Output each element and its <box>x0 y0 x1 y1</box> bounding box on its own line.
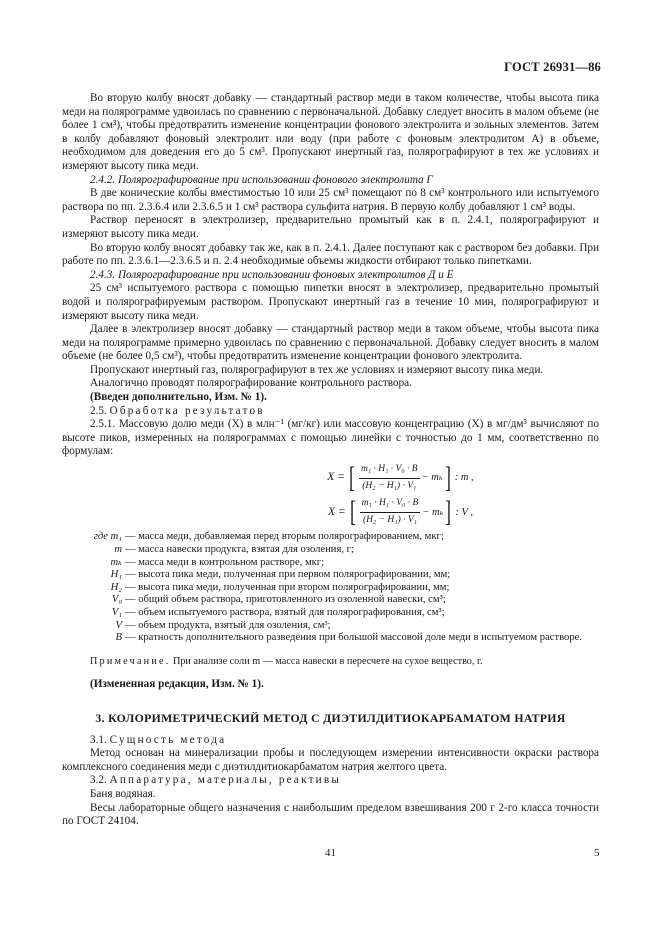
definition-row <box>62 607 599 620</box>
page-number: 41 <box>325 847 336 859</box>
right-bracket: ] <box>444 461 451 495</box>
definition-text: — масса меди, добавляемая перед вторым полярографированием, мкг; <box>125 531 444 543</box>
definition-symbol: V₀ <box>111 594 122 606</box>
definition-symbol: mₖ <box>110 556 122 568</box>
variable-definitions <box>62 531 599 644</box>
numerator: m₁ · H₁ · V₀ · B <box>360 497 421 513</box>
formula-mass-fraction <box>62 463 599 493</box>
formula-tail: : m , <box>454 472 474 484</box>
formula-lhs: X = <box>327 505 346 518</box>
definition-row <box>62 544 599 557</box>
heading-title: Обработка результатов <box>109 404 265 417</box>
definition-symbol: H₁ <box>110 569 122 581</box>
heading-number: 2.5. <box>90 404 107 417</box>
paragraph: Далее в электролизер вносят добавку — стандартный раствор меди в таком объеме, чтобы высота пика меди на полярограмме примерно удвоилась по сравнению с первоначальной. Добавку следует вносить в малом объеме (не более 0,5 см³), чтобы предотвратить изменение концентрации фонового электролита. <box>62 323 599 363</box>
paragraph: Во вторую колбу вносят добавку — стандартный раствор меди в таком количестве, чтобы высота пика меди на полярограмме удвоилась по сравнению с первоначальной. Добавку следует вносить в малом объеме (не более 1 см³), чтобы предотвратить изменение концентрации фонового электролита и зольных элементов. Затем в колбу добавляют фоновый электролит или воду (при работе с фоновым электролитом А) в объеме, необходимом для доведения его до 5 см³. Пропускают инертный газ, полярографируют в тех же условиях и измеряют высоту пика меди. <box>62 92 599 172</box>
paragraph: В две конические колбы вместимостью 10 или 25 см³ помещают по 8 см³ контрольного или испытуемого раствора по пп. 2.3.6.4 или 2.3.6.5 и 1 см³ раствора сульфита натрия. В первую колбу добавляют 1 см³ воды. <box>62 187 599 213</box>
paragraph: 25 см³ испытуемого раствора с помощью пипетки вносят в электролизер, предварительно промытый водой и полярографируемым раствором. Пропускают инертный газ в течение 10 мин, полярографируют и измеряют высоту пика меди. <box>62 282 599 322</box>
heading-number: 3.1. <box>90 733 107 746</box>
definition-row <box>62 594 599 607</box>
formula-mass-concentration <box>62 497 599 527</box>
note-text: При анализе соли m — масса навески в пересчете на сухое вещество, г. <box>172 655 483 667</box>
denominator: (H₂ − H₁) · V₁ <box>362 514 417 525</box>
denominator: (H₂ − H₁) · V₁ <box>362 480 417 491</box>
definition-text: — масса навески продукта, взятая для озоления, г; <box>125 544 354 555</box>
paragraph: Во вторую колбу вносят добавку так же, как в п. 2.4.1. Далее поступают как с раствором без добавки. При работе по пп. 2.3.6.1—2.3.6.5 и п. 2.4 необходимые объемы жидкости отбирают только пипетками. <box>62 241 599 268</box>
definition-symbol: H₂ <box>110 581 122 593</box>
definition-text: — объем испытуемого раствора, взятый для полярографирования, см³; <box>125 606 445 618</box>
subsection-heading-3-2 <box>62 774 599 788</box>
subsection-heading-2-4-2: 2.4.2. Полярографирование при использовании фонового электролита Г <box>90 173 433 186</box>
note <box>62 655 599 669</box>
subsection-heading-2-4-3: 2.4.3. Полярографирование при использовании фоновых электролитов Д и Е <box>90 268 454 281</box>
definition-text: — общий объем раствора, приготовленного из озоленной навески, см³; <box>125 594 446 606</box>
definition-symbol: B <box>115 632 122 644</box>
heading-title: Сущность метода <box>109 733 227 746</box>
definition-text: — высота пика меди, полученная при втором полярографировании, мм; <box>125 581 450 593</box>
definition-text: — объем продукта, взятый для озоления, см³; <box>125 619 331 631</box>
paragraph: Баня водяная. <box>90 787 156 800</box>
definition-row <box>62 531 599 544</box>
fraction <box>359 463 420 493</box>
subtract-term: − mₖ <box>422 506 444 518</box>
definition-text: — масса меди в контрольном растворе, мкг; <box>125 556 325 568</box>
definition-row <box>62 632 599 645</box>
paragraph: 2.5.1. Массовую долю меди (X) в млн⁻¹ (мг/кг) или массовую концентрацию (X) в мг/дм³ вычисляют по высоте пиков, измеренных на полярограммах с помощью линейки с точностью до 1 мм, соответственно по формулам: <box>62 418 599 458</box>
heading-title: Аппаратура, материалы, реактивы <box>109 774 342 787</box>
subsection-heading-2-5 <box>62 405 599 419</box>
paragraph: Метод основан на минерализации пробы и последующем измерении интенсивности окраски раствора комплексного соединения меди с диэтилдитиокарбаматом натрия желтого цвета. <box>62 747 599 773</box>
paragraph: Пропускают инертный газ, полярографируют в тех же условиях и измеряют высоту пика меди. <box>90 363 544 376</box>
paragraph: Весы лабораторные общего назначения с наибольшим пределом взвешивания 200 г 2-го класса точности по ГОСТ 24104. <box>62 801 599 828</box>
document-body <box>62 92 599 829</box>
definition-text: — высота пика меди, полученная при первом полярографировании, мм; <box>125 569 451 581</box>
sheet-number: 5 <box>594 847 600 859</box>
standard-header: ГОСТ 26931—86 <box>504 60 601 74</box>
amendment-note: (Измененная редакция, Изм. № 1). <box>90 678 264 691</box>
definition-row <box>62 620 599 633</box>
formula-tail: : V , <box>455 506 474 518</box>
definition-symbol: где m₁ <box>93 531 122 543</box>
definition-symbol: V₁ <box>111 606 122 618</box>
definition-text: — кратность дополнительного разведения при большой массовой доле меди в испытуемом растворе. <box>125 632 582 644</box>
definition-row <box>62 557 599 570</box>
definition-symbol: V <box>115 619 122 631</box>
fraction <box>360 497 421 527</box>
numerator: m₁ · H₁ · V₀ · B <box>359 463 420 479</box>
subsection-heading-3-1 <box>62 734 599 748</box>
paragraph: Раствор переносят в электролизер, предварительно промытый как в п. 2.4.1, полярографируют и измеряют высоту пика меди. <box>62 214 599 240</box>
formula-lhs: X = <box>327 471 345 484</box>
definition-row <box>62 569 599 582</box>
right-bracket: ] <box>445 495 452 529</box>
definition-row <box>62 582 599 595</box>
section-title: 3. КОЛОРИМЕТРИЧЕСКИЙ МЕТОД С ДИЭТИЛДИТИОКАРБАМАТОМ НАТРИЯ <box>95 710 566 725</box>
amendment-note: (Введен дополнительно, Изм. № 1). <box>90 391 267 404</box>
paragraph: Аналогично проводят полярографирование контрольного раствора. <box>90 377 412 390</box>
heading-number: 3.2. <box>90 774 107 787</box>
left-bracket: [ <box>348 461 355 495</box>
definition-symbol: m <box>114 544 122 555</box>
left-bracket: [ <box>349 495 356 529</box>
subtract-term: − mₖ <box>421 472 443 484</box>
note-label: Примечание. <box>90 655 171 667</box>
